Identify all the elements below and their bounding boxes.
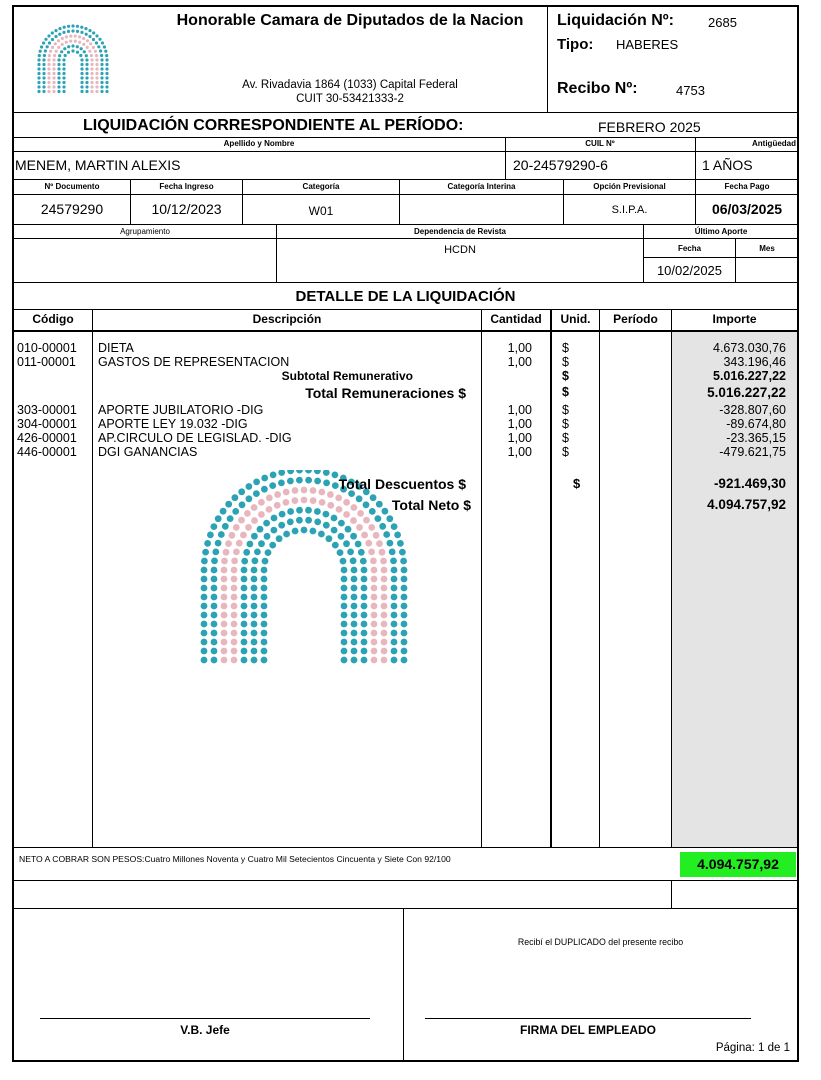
- subtotal-importe: 5.016.227,22: [713, 369, 786, 383]
- total-desc-unid: $: [573, 476, 581, 491]
- income-row-2: [0, 355, 821, 369]
- antiguedad-header: Antigüedad: [752, 139, 796, 148]
- row-cantidad: 1,00: [507, 431, 532, 445]
- mes-header: Mes: [759, 244, 775, 253]
- name-header: Apellido y Nombre: [223, 139, 295, 148]
- recibo-label: Recibo Nº:: [557, 80, 638, 97]
- ultimo-aporte-header: Último Aporte: [694, 227, 748, 236]
- tipo-label: Tipo:: [557, 36, 594, 53]
- documento-value: 24579290: [40, 201, 104, 217]
- neto-a-cobrar-value: 4.094.757,92: [697, 856, 779, 872]
- total-desc-label: Total Descuentos $: [338, 476, 466, 492]
- row-descripcion: APORTE JUBILATORIO -DIG: [98, 403, 264, 417]
- row-unid: $: [562, 431, 569, 445]
- row-codigo: 303-00001: [17, 403, 77, 417]
- vb-jefe-label: V.B. Jefe: [180, 1023, 230, 1037]
- cat-interina-header: Categoría Interina: [447, 182, 516, 191]
- firma-empleado-label: FIRMA DEL EMPLEADO: [519, 1023, 656, 1037]
- fecha-value: 10/02/2025: [656, 263, 723, 278]
- row-unid: $: [562, 417, 569, 431]
- total-neto-importe: 4.094.757,92: [707, 497, 786, 512]
- categoria-header: Categoría: [302, 182, 340, 191]
- ingreso-value: 10/12/2023: [151, 201, 222, 217]
- row-cantidad: 1,00: [507, 417, 532, 431]
- row-unid: $: [562, 355, 569, 369]
- col-descripcion: Descripción: [252, 312, 322, 326]
- col-periodo: Período: [613, 312, 658, 326]
- total-descuentos-row: [0, 477, 821, 493]
- fecha-pago-value: 06/03/2025: [711, 201, 783, 217]
- total-rem-importe: 5.016.227,22: [707, 385, 786, 400]
- total-remuneraciones-row: [0, 386, 821, 402]
- deduction-row-4: [0, 445, 821, 459]
- page-number: Página: 1 de 1: [715, 1042, 790, 1054]
- deduction-row-1: [0, 403, 821, 417]
- employee-antiguedad: 1 AÑOS: [702, 157, 753, 173]
- col-cantidad: Cantidad: [490, 312, 542, 326]
- row-cantidad: 1,00: [507, 355, 532, 369]
- col-codigo: Código: [32, 312, 74, 326]
- opcion-value: S.I.P.A.: [611, 204, 648, 216]
- fecha-header: Fecha: [677, 244, 702, 253]
- row-importe: 343.196,46: [723, 355, 786, 369]
- deduction-row-2: [0, 417, 821, 431]
- row-descripcion: GASTOS DE REPRESENTACION: [98, 355, 290, 369]
- employee-cuil: 20-24579290-6: [513, 157, 608, 173]
- row-importe: -23.365,15: [726, 431, 786, 445]
- recibi-duplicado: Recibí el DUPLICADO del presente recibo: [517, 937, 684, 947]
- total-neto-row: [0, 498, 821, 514]
- cuil-header: CUIL Nº: [585, 139, 615, 148]
- subtotal-row: [0, 369, 821, 383]
- total-neto-label: Total Neto $: [391, 497, 471, 513]
- total-rem-label: Total Remuneraciones $: [305, 385, 466, 401]
- income-row-1: [0, 341, 821, 355]
- row-codigo: 011-00001: [17, 355, 76, 369]
- row-codigo: 426-00001: [17, 431, 77, 445]
- dependencia-value: HCDN: [444, 244, 476, 256]
- row-cantidad: 1,00: [507, 403, 532, 417]
- hcdn-logo-small: [34, 24, 112, 94]
- period-label: LIQUIDACIÓN CORRESPONDIENTE AL PERÍODO:: [83, 117, 464, 134]
- institution-address: Av. Rivadavia 1864 (1033) Capital Federal: [242, 79, 458, 91]
- subtotal-unid: $: [562, 369, 569, 383]
- institution-name: Honorable Camara de Diputados de la Nacion: [176, 12, 524, 29]
- row-unid: $: [562, 445, 569, 459]
- deduction-row-3: [0, 431, 821, 445]
- employee-name: MENEM, MARTIN ALEXIS: [15, 157, 181, 173]
- fecha-pago-header: Fecha Pago: [724, 182, 770, 191]
- total-desc-importe: -921.469,30: [713, 476, 786, 491]
- dependencia-header: Dependencia de Revista: [413, 227, 507, 236]
- row-importe: -479.621,75: [719, 445, 786, 459]
- categoria-value: W01: [308, 204, 334, 218]
- row-importe: -328.807,60: [719, 403, 786, 417]
- row-cantidad: 1,00: [507, 445, 532, 459]
- detail-title: DETALLE DE LA LIQUIDACIÓN: [295, 288, 516, 305]
- row-importe: -89.674,80: [726, 417, 786, 431]
- frame: [12, 5, 799, 7]
- row-codigo: 446-00001: [17, 445, 77, 459]
- opcion-header: Opción Previsional: [593, 182, 666, 191]
- row-descripcion: APORTE LEY 19.032 -DIG: [98, 417, 248, 431]
- period-value: FEBRERO 2025: [598, 119, 701, 135]
- liquidacion-label: Liquidación Nº:: [557, 12, 674, 29]
- documento-header: Nº Documento: [44, 182, 100, 191]
- neto-a-cobrar-text: NETO A COBRAR SON PESOS:Cuatro Millones Noventa y Cuatro Mil Setecientos Cincuenta y Siete Con 92/100: [19, 854, 451, 864]
- row-importe: 4.673.030,76: [713, 341, 786, 355]
- row-descripcion: DGI GANANCIAS: [98, 445, 198, 459]
- row-unid: $: [562, 403, 569, 417]
- col-unid: Unid.: [560, 312, 591, 326]
- tipo-value: HABERES: [616, 37, 679, 52]
- row-cantidad: 1,00: [507, 341, 532, 355]
- row-unid: $: [562, 341, 569, 355]
- total-rem-unid: $: [562, 385, 569, 399]
- row-codigo: 304-00001: [17, 417, 77, 431]
- recibo-value: 4753: [676, 83, 705, 98]
- ingreso-header: Fecha Ingreso: [159, 182, 214, 191]
- row-codigo: 010-00001: [17, 341, 77, 355]
- agrupamiento-header: Agrupamiento: [120, 227, 170, 236]
- subtotal-label: Subtotal Remunerativo: [281, 369, 413, 383]
- row-descripcion: DIETA: [98, 341, 134, 355]
- institution-cuit: CUIT 30-53421333-2: [296, 93, 404, 105]
- col-importe: Importe: [712, 312, 757, 326]
- row-descripcion: AP.CIRCULO DE LEGISLAD. -DIG: [98, 431, 292, 445]
- liquidacion-value: 2685: [708, 15, 737, 30]
